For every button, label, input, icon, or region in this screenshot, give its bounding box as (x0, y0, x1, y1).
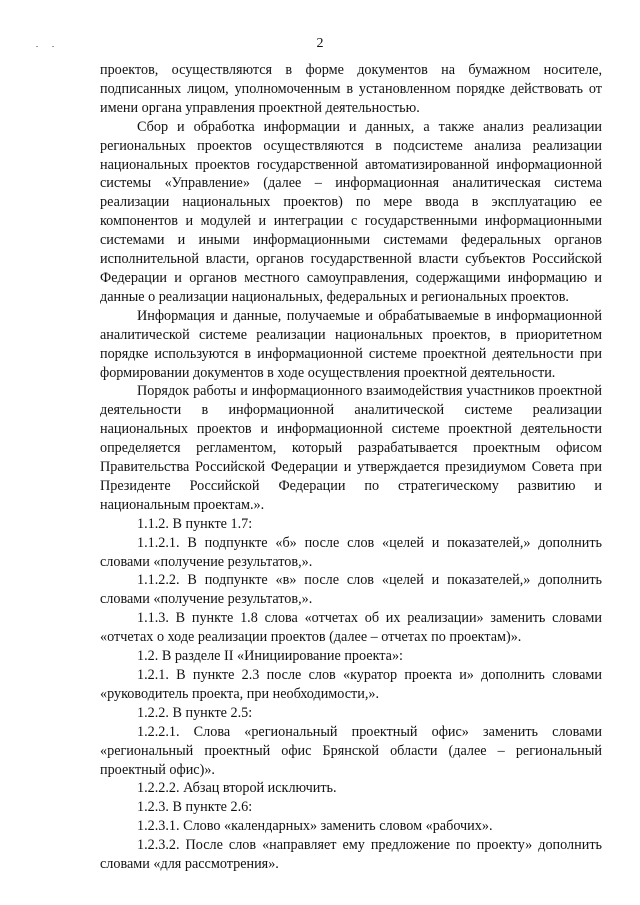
clause-1-2-3-2: 1.2.3.2. После слов «направляет ему предложение по проекту» дополнить словами «для рассмотрения». (100, 837, 602, 873)
paragraph-work-procedure: Порядок работы и информационного взаимодействия участников проектной деятельности в информационной аналитической системе реализации национальных проектов и информационной системе проектной деятельности определяется регламентом, который разрабатывается проектным офисом Правительства Российской Федерации и утверждается президиумом Совета при Президенте Российской Федерации по стратегическому развитию и национальным проектам.». (100, 383, 602, 513)
clause-1-1-2-1: 1.1.2.1. В подпункте «б» после слов «целей и показателей,» дополнить словами «получение результатов,». (100, 534, 602, 570)
paragraph-data-collection: Сбор и обработка информации и данных, а также анализ реализации региональных проектов осуществляются в подсистеме анализа реализации национальных проектов государственной автоматизированной информационной системы «Управление» (далее – информационная аналитическая система реализации национальных проектов) по мере ввода в эксплуатацию ее компонентов и модулей и интеграции с государственными информационными системами и иными информационными системами федеральных органов исполнительной власти, органов государственной власти субъектов Российской Федерации и органов местного самоуправления, содержащими информацию и данные о реализации национальных, федеральных и региональных проектов. (100, 118, 602, 305)
clause-1-2: 1.2. В разделе II «Инициирование проекта»: (137, 648, 404, 665)
clause-1-1-3: 1.1.3. В пункте 1.8 слова «отчетах об их реализации» заменить словами «отчетах о ходе реализации проектов (далее – отчетах по проектам)». (100, 610, 602, 646)
page-number: 2 (316, 36, 324, 51)
clause-1-2-2: 1.2.2. В пункте 2.5: (137, 704, 253, 721)
clause-1-2-3: 1.2.3. В пункте 2.6: (137, 799, 253, 816)
clause-1-2-2-2: 1.2.2.2. Абзац второй исключить. (137, 780, 337, 797)
document-body (100, 61, 602, 874)
clause-1-1-2-2: 1.1.2.2. В подпункте «в» после слов «целей и показателей,» дополнить словами «получение результатов,». (100, 572, 602, 608)
clause-1-2-2-1: 1.2.2.1. Слова «региональный проектный офис» заменить словами «региональный проектный офис Брянской области (далее – региональный проектный офис)». (100, 723, 602, 778)
paragraph-information-use: Информация и данные, получаемые и обрабатываемые в информационной аналитической системе реализации национальных проектов, в приоритетном порядке используются в информационной системе проектной деятельности при формировании документов в ходе осуществления проектной деятельности. (100, 307, 602, 381)
paragraph-continuation: проектов, осуществляются в форме документов на бумажном носителе, подписанных лицом, уполномоченным в установленном порядке действовать от имени органа управления проектной деятельностью. (100, 62, 602, 116)
clause-1-2-3-1: 1.2.3.1. Слово «календарных» заменить словом «рабочих». (137, 818, 493, 835)
clause-1-2-1: 1.2.1. В пункте 2.3 после слов «куратор проекта и» дополнить словами «руководитель проекта, при необходимости,». (100, 667, 602, 702)
clause-1-1-2: 1.1.2. В пункте 1.7: (137, 515, 253, 532)
